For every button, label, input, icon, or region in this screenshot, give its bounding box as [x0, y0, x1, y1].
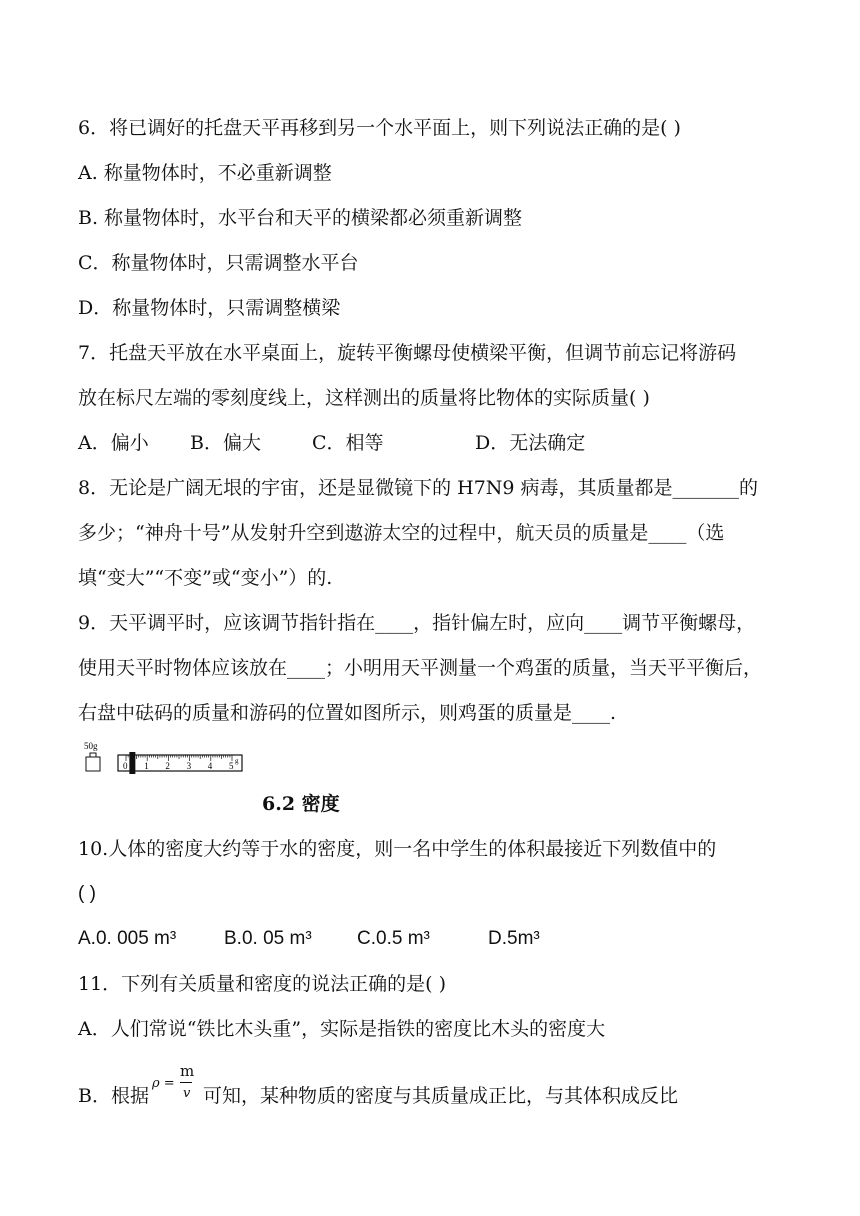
scale-unit: g [235, 757, 239, 765]
q11-option-a: A．人们常说“铁比木头重”，实际是指铁的密度比木头的密度大 [78, 1018, 606, 1040]
q11-stem: 11．下列有关质量和密度的说法正确的是( ) [78, 973, 447, 995]
scale-tick-label: 4 [207, 761, 213, 771]
q10-option-c: C.0.5 m³ [357, 928, 430, 949]
scale-tick-label: 3 [186, 761, 192, 771]
q7-option-c: C．相等 [312, 432, 384, 454]
density-formula [152, 1062, 200, 1110]
q9-line-3: 右盘中砝码的质量和游码的位置如图所示，则鸡蛋的质量是____. [78, 702, 617, 724]
scale-tick-label: 5 [229, 761, 234, 771]
balance-figure [82, 740, 247, 776]
q6-stem: 6．将已调好的托盘天平再移到另一个水平面上，则下列说法正确的是( ) [78, 117, 681, 139]
q10-option-a: A.0. 005 m³ [78, 928, 177, 949]
scale-tick-label: 2 [165, 761, 170, 771]
section-heading: 6.2 密度 [262, 793, 340, 815]
q6-option-d: D．称量物体时，只需调整横梁 [78, 297, 341, 319]
q8-line-2: 多少；“神舟十号”从发射升空到遨游太空的过程中，航天员的质量是____（选 [78, 522, 725, 544]
q11-option-b-prefix: B．根据 [78, 1085, 149, 1107]
scale-tick-labels [123, 761, 234, 771]
q7-line-2: 放在标尺左端的零刻度线上，这样测出的质量将比物体的实际质量( ) [78, 387, 650, 409]
q9-line-1: 9．天平调平时，应该调节指针指在____，指针偏左时，应向____调节平衡螺母， [78, 612, 756, 634]
q6-option-c: C．称量物体时，只需调整水平台 [78, 252, 359, 274]
rider-scale [118, 752, 242, 774]
q6-option-a: A. 称量物体时，不必重新调整 [78, 162, 332, 184]
q11-option-b-suffix: 可知，某种物质的密度与其质量成正比，与其体积成反比 [203, 1085, 679, 1107]
q7-option-a: A．偏小 [78, 432, 149, 454]
q7-option-b: B．偏大 [190, 432, 261, 454]
q9-line-2: 使用天平时物体应该放在____；小明用天平测量一个鸡蛋的质量，当天平平衡后， [78, 657, 763, 679]
q8-line-3: 填“变大”“不变”或“变小”）的. [78, 567, 333, 589]
q7-option-d: D．无法确定 [475, 432, 586, 454]
formula-lhs: ρ = [152, 1076, 175, 1091]
scale-tick-label: 1 [144, 761, 149, 771]
q10-option-b: B.0. 05 m³ [224, 928, 312, 949]
q10-line-2: ( ) [78, 883, 96, 904]
scale-tick-label: 0 [123, 761, 128, 771]
q8-line-1: 8．无论是广阔无垠的宇宙，还是显微镜下的 H7N9 病毒，其质量都是_______的 [78, 477, 759, 499]
q7-line-1: 7．托盘天平放在水平桌面上，旋转平衡螺母使横梁平衡，但调节前忘记将游码 [78, 342, 737, 364]
formula-numerator: m [180, 1062, 195, 1080]
scale-ticks [126, 755, 232, 761]
formula-fraction-bar [180, 1082, 192, 1083]
rider-marker [129, 752, 135, 774]
balance-figure-svg [82, 740, 247, 776]
q6-option-b: B. 称量物体时，水平台和天平的横梁都必须重新调整 [78, 207, 523, 229]
weight-icon [86, 753, 100, 771]
q10-line-1: 10.人体的密度大约等于水的密度，则一名中学生的体积最接近下列数值中的 [78, 838, 717, 860]
q10-option-d: D.5m³ [488, 928, 540, 949]
formula-denominator: v [183, 1086, 191, 1101]
weight-label: 50g [84, 741, 98, 751]
